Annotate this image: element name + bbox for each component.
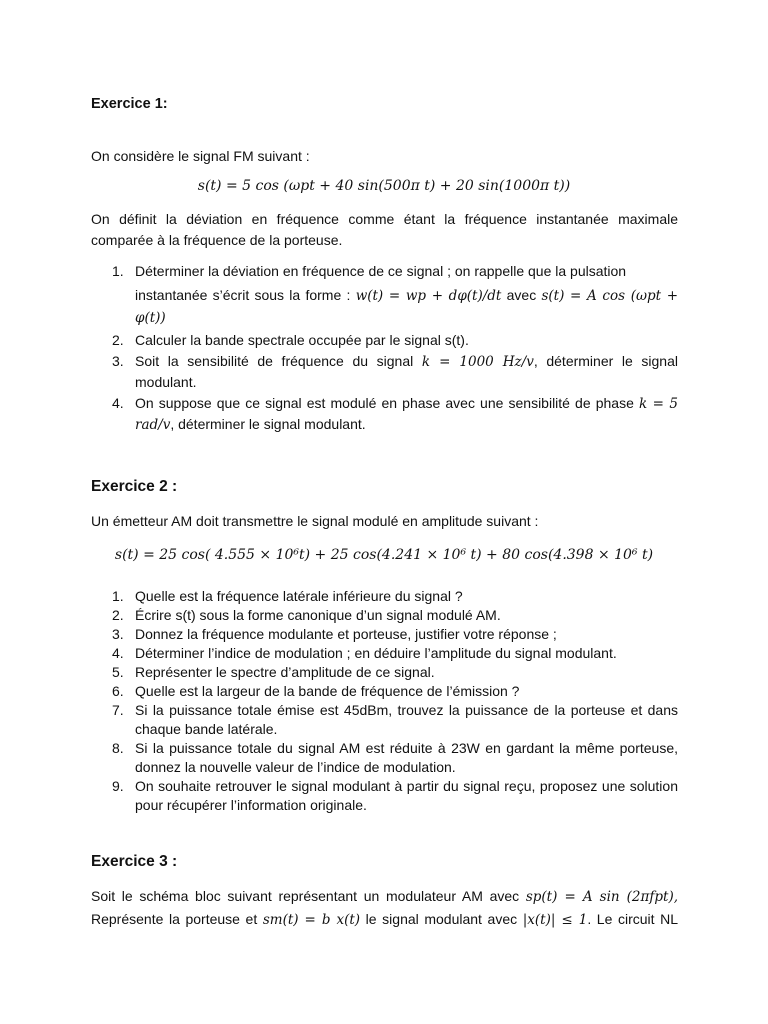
exercise-3-paragraph <box>91 885 678 931</box>
item-number: 4. <box>112 395 124 411</box>
item-text: Quelle est la fréquence latérale inférieure du signal ? <box>135 588 463 604</box>
exercise-2-intro: Un émetteur AM doit transmettre le signal modulé en amplitude suivant : <box>91 513 539 529</box>
item-text: Si la puissance totale émise est 45dBm, trouvez la puissance de la porteuse et dans chaque bande latérale. <box>135 702 678 737</box>
math-expression: k = 1000 Hz/v <box>421 354 534 370</box>
math-expression: s(t) = A cos (ωpt + <box>541 288 679 304</box>
item-number: 2. <box>112 332 124 348</box>
math-expression: |x(t)| ≤ 1 <box>522 912 588 928</box>
list-item <box>91 393 678 435</box>
exercise-2-title: Exercice 2 : <box>91 478 178 495</box>
exercise-1-equation: s(t) = 5 cos (ωpt + 40 sin(500π t) + 20 sin(1000π t)) <box>197 178 571 194</box>
list-item <box>91 663 678 682</box>
list-item <box>91 701 678 739</box>
item-number: 3. <box>112 626 124 642</box>
item-text: On suppose que ce signal est modulé en phase avec une sensibilité de phase <box>135 395 634 411</box>
item-number: 8. <box>112 740 124 756</box>
list-item <box>91 644 678 663</box>
exercise-2-questions <box>91 587 678 815</box>
paragraph-text: Soit le schéma bloc suivant représentant un modulateur AM avec <box>91 888 520 904</box>
list-item <box>91 625 678 644</box>
list-item <box>91 739 678 777</box>
exercise-1-title: Exercice 1: <box>91 96 168 112</box>
item-number: 7. <box>112 702 124 718</box>
item-text: Représenter le spectre d’amplitude de ce signal. <box>135 664 435 680</box>
item-number: 4. <box>112 645 124 661</box>
paragraph-text: . Le circuit NL <box>587 911 679 927</box>
item-text: instantanée s’écrit sous la forme : <box>135 287 351 303</box>
list-item <box>91 261 678 329</box>
item-text: , déterminer le signal modulant. <box>135 353 678 390</box>
item-text: Écrire s(t) sous la forme canonique d’un signal modulé AM. <box>135 607 501 623</box>
item-text: Soit la sensibilité de fréquence du signal <box>135 353 422 369</box>
item-text: avec <box>506 287 537 303</box>
math-expression: sp(t) = A sin (2πfpt), <box>525 889 679 905</box>
item-text: On souhaite retrouver le signal modulant à partir du signal reçu, proposez une solution pour récupérer l’information originale. <box>135 778 678 813</box>
list-item <box>91 587 678 606</box>
item-number: 2. <box>112 607 124 623</box>
item-text: Déterminer l’indice de modulation ; en déduire l’amplitude du signal modulant. <box>135 645 617 661</box>
exercise-1-definition: On définit la déviation en fréquence comme étant la fréquence instantanée maximale comparée à la fréquence de la porteuse. <box>91 211 678 248</box>
math-expression: w(t) = wp + dφ(t)/dt <box>355 288 502 304</box>
item-number: 1. <box>112 588 124 604</box>
math-expression: k = 5 rad/v <box>135 396 679 433</box>
item-text: Si la puissance totale du signal AM est réduite à 23W en gardant la même porteuse, donnez la nouvelle valeur de l’indice de modulation. <box>135 740 678 775</box>
item-text: Donnez la fréquence modulante et porteuse, justifier votre réponse ; <box>135 626 557 642</box>
item-text: Quelle est la largeur de la bande de fréquence de l’émission ? <box>135 683 520 699</box>
exercise-1-intro: On considère le signal FM suivant : <box>91 148 310 164</box>
math-expression: φ(t)) <box>135 310 166 326</box>
list-item <box>91 682 678 701</box>
item-number: 9. <box>112 778 124 794</box>
paragraph-text: le signal modulant avec <box>365 911 518 927</box>
exercise-2-equation: s(t) = 25 cos( 4.555 × 10⁶t) + 25 cos(4.241 × 10⁶ t) + 80 cos(4.398 × 10⁶ t) <box>114 547 654 563</box>
list-item <box>91 351 678 392</box>
math-expression: sm(t) = b x(t) <box>262 912 361 928</box>
list-item <box>91 777 678 815</box>
exercise-1-questions <box>91 261 678 436</box>
item-text: Déterminer la déviation en fréquence de ce signal ; on rappelle que la pulsation <box>135 263 627 279</box>
list-item <box>91 606 678 625</box>
exercise-3-title: Exercice 3 : <box>91 853 178 870</box>
item-text: Calculer la bande spectrale occupée par le signal s(t). <box>135 332 469 348</box>
item-number: 5. <box>112 664 124 680</box>
item-number: 1. <box>112 263 124 279</box>
item-number: 6. <box>112 683 124 699</box>
list-item <box>91 330 678 350</box>
paragraph-text: Représente la porteuse et <box>91 911 258 927</box>
item-text: , déterminer le signal modulant. <box>170 416 366 432</box>
item-number: 3. <box>112 353 124 369</box>
